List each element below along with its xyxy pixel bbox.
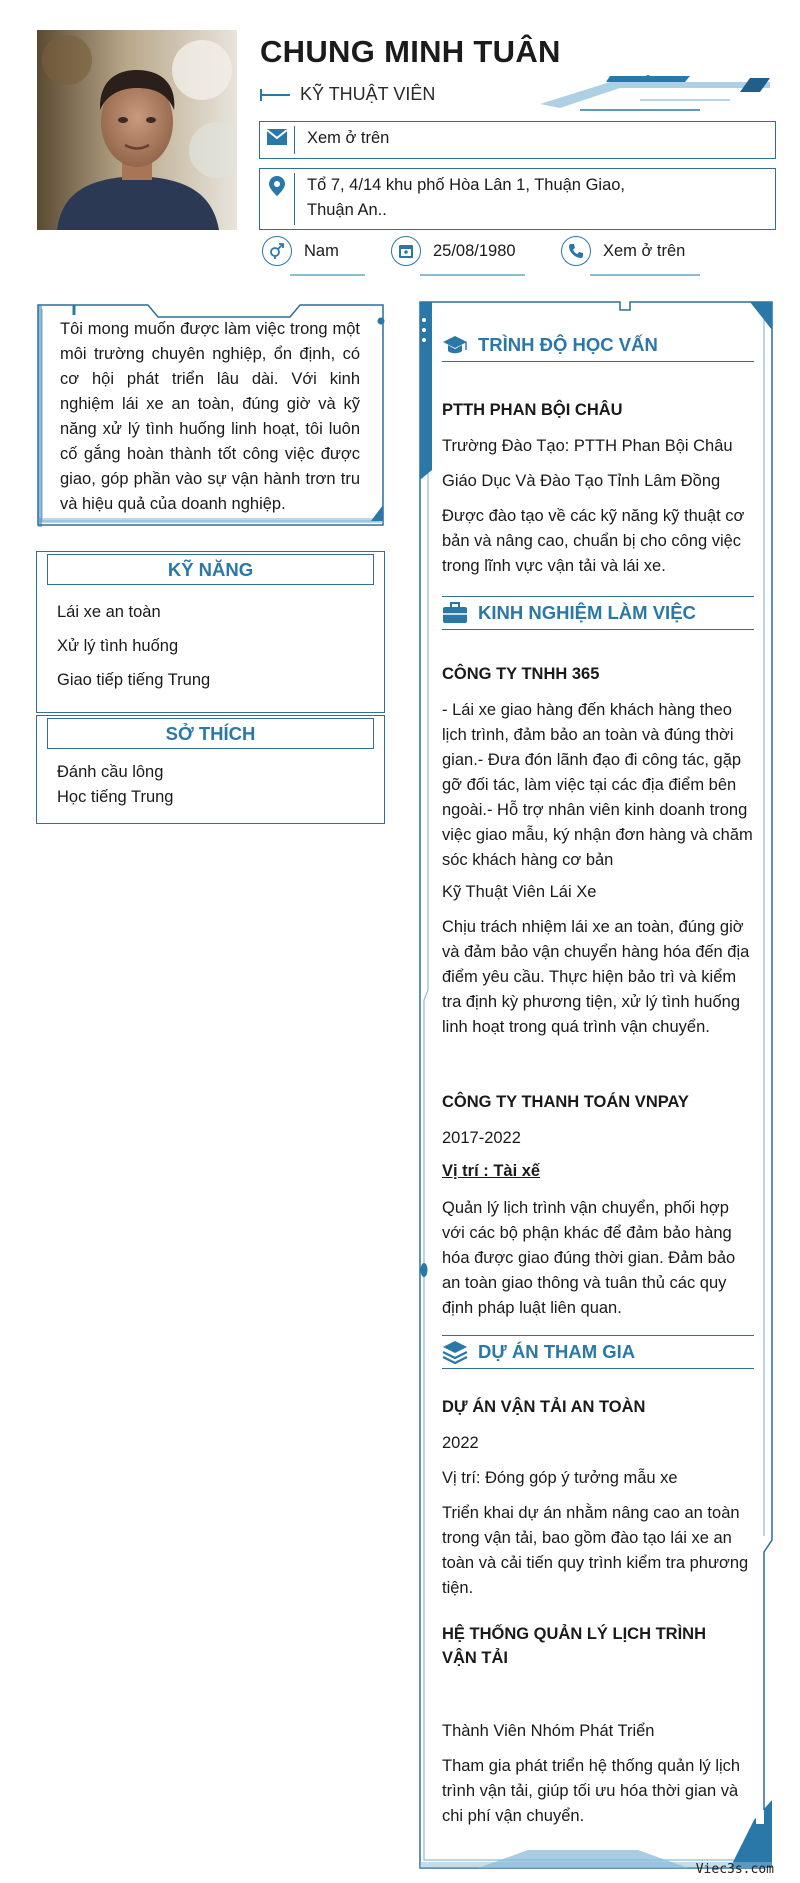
education-line-2: Giáo Dục Và Đào Tạo Tỉnh Lâm Đồng bbox=[442, 472, 721, 490]
location-pin-icon bbox=[260, 169, 294, 197]
project-role: Thành Viên Nhóm Phát Triển bbox=[442, 1722, 655, 1740]
skill-item: Xử lý tình huống bbox=[57, 637, 179, 655]
project-name: HỆ THỐNG QUẢN LÝ LỊCH TRÌNH VẬN TẢI bbox=[442, 1625, 706, 1667]
address-value: Tổ 7, 4/14 khu phố Hòa Lân 1, Thuận Giao, Thuận An.. bbox=[307, 176, 626, 219]
header-decoration-icon bbox=[540, 74, 770, 114]
job-period: 2017-2022 bbox=[442, 1129, 521, 1147]
address-box bbox=[259, 168, 776, 230]
job-position: Kỹ Thuật Viên Lái Xe bbox=[442, 883, 597, 901]
project-role: Vị trí: Đóng góp ý tưởng mẫu xe bbox=[442, 1469, 678, 1487]
skills-panel bbox=[36, 551, 385, 713]
project-name: DỰ ÁN VẬN TẢI AN TOÀN bbox=[442, 1398, 646, 1416]
graduation-cap-icon bbox=[442, 334, 478, 356]
skill-item: Giao tiếp tiếng Trung bbox=[57, 671, 211, 689]
gender-icon bbox=[262, 236, 292, 266]
footer-watermark: Viec3s.com bbox=[695, 1862, 774, 1877]
job-description: - Lái xe giao hàng đến khách hàng theo lịch trình, đảm bảo an toàn và đúng thời gian.- Đưa đón lãnh đạo đi công tác, gặp gỡ đối tác, làm việc tại các địa điểm bên ngoài.- Hỗ trợ nhân viên kinh doanh trong việc giao mẫu, ký nhận đơn hàng và chăm sóc khách hàng cơ bản bbox=[442, 701, 753, 869]
email-box bbox=[259, 121, 776, 159]
career-objective bbox=[36, 303, 385, 529]
briefcase-icon bbox=[442, 602, 478, 624]
skill-item: Lái xe an toàn bbox=[57, 603, 161, 621]
experience-heading: KINH NGHIỆM LÀM VIỆC bbox=[442, 596, 754, 630]
profile-photo bbox=[37, 30, 237, 230]
projects-heading: DỰ ÁN THAM GIA bbox=[442, 1335, 754, 1369]
candidate-name: CHUNG MINH TUÂN bbox=[260, 34, 561, 69]
email-value: Xem ở trên bbox=[307, 129, 390, 147]
job-position: Vị trí : Tài xế bbox=[442, 1162, 541, 1180]
job-title: KỸ THUẬT VIÊN bbox=[300, 84, 436, 104]
job-description: Chịu trách nhiệm lái xe an toàn, đúng giờ và đảm bảo vận chuyển hàng hóa đến địa điểm yêu cầu. Thực hiện bảo trì và kiểm tra định kỳ phương tiện, xử lý tình huống linh hoạt trong quá trình vận chuyển. bbox=[442, 918, 750, 1036]
envelope-icon bbox=[260, 122, 294, 146]
gender-item bbox=[262, 236, 339, 266]
gender-value: Nam bbox=[304, 241, 339, 260]
phone-item bbox=[561, 236, 685, 266]
calendar-icon bbox=[391, 236, 421, 266]
phone-icon bbox=[561, 236, 591, 266]
hobbies-heading: SỞ THÍCH bbox=[47, 718, 374, 749]
birthdate-value: 25/08/1980 bbox=[433, 241, 516, 260]
hobby-item: Đánh cầu lông bbox=[57, 763, 164, 781]
education-school: PTTH PHAN BỘI CHÂU bbox=[442, 401, 623, 419]
project-year: 2022 bbox=[442, 1434, 479, 1452]
layers-icon bbox=[442, 1340, 478, 1364]
hobby-item: Học tiếng Trung bbox=[57, 788, 174, 806]
education-heading: TRÌNH ĐỘ HỌC VẤN bbox=[442, 328, 754, 362]
project-description: Tham gia phát triển hệ thống quản lý lịch trình vận tải, giúp tối ưu hóa thời gian và chi phí vận chuyển. bbox=[442, 1757, 741, 1825]
birthdate-item bbox=[391, 236, 516, 266]
hobbies-panel bbox=[36, 715, 385, 824]
title-line-icon bbox=[260, 94, 290, 96]
education-description: Được đào tạo về các kỹ năng kỹ thuật cơ bản và nâng cao, chuẩn bị cho công việc trong lĩnh vực vận tải và lái xe. bbox=[442, 507, 745, 575]
education-line-1: Trường Đào Tạo: PTTH Phan Bội Châu bbox=[442, 437, 733, 455]
job-company: CÔNG TY THANH TOÁN VNPAY bbox=[442, 1093, 689, 1111]
job-description: Quản lý lịch trình vận chuyển, phối hợp với các bộ phận khác để đảm bảo hàng hóa được giao đúng thời gian. Đảm bảo an toàn giao thông và tuân thủ các quy định pháp luật liên quan. bbox=[442, 1199, 736, 1317]
job-company: CÔNG TY TNHH 365 bbox=[442, 665, 600, 683]
job-title-row bbox=[260, 84, 435, 105]
skills-heading: KỸ NĂNG bbox=[47, 554, 374, 585]
project-description: Triển khai dự án nhằm nâng cao an toàn trong vận tải, bao gồm đào tạo lái xe an toàn và cải tiến quy trình kiểm tra phương tiện. bbox=[442, 1504, 749, 1597]
objective-text: Tôi mong muốn được làm việc trong một môi trường chuyên nghiệp, ổn định, có cơ hội phát triển lâu dài. Với kinh nghiệm lái xe an toàn, đúng giờ và kỹ năng xử lý tình huống linh hoạt, tôi luôn cố gắng hoàn thành tốt công việc được giao, góp phần vào sự vận hành trơn tru và hiệu quả của doanh nghiệp. bbox=[60, 320, 360, 513]
phone-value: Xem ở trên bbox=[603, 241, 686, 260]
